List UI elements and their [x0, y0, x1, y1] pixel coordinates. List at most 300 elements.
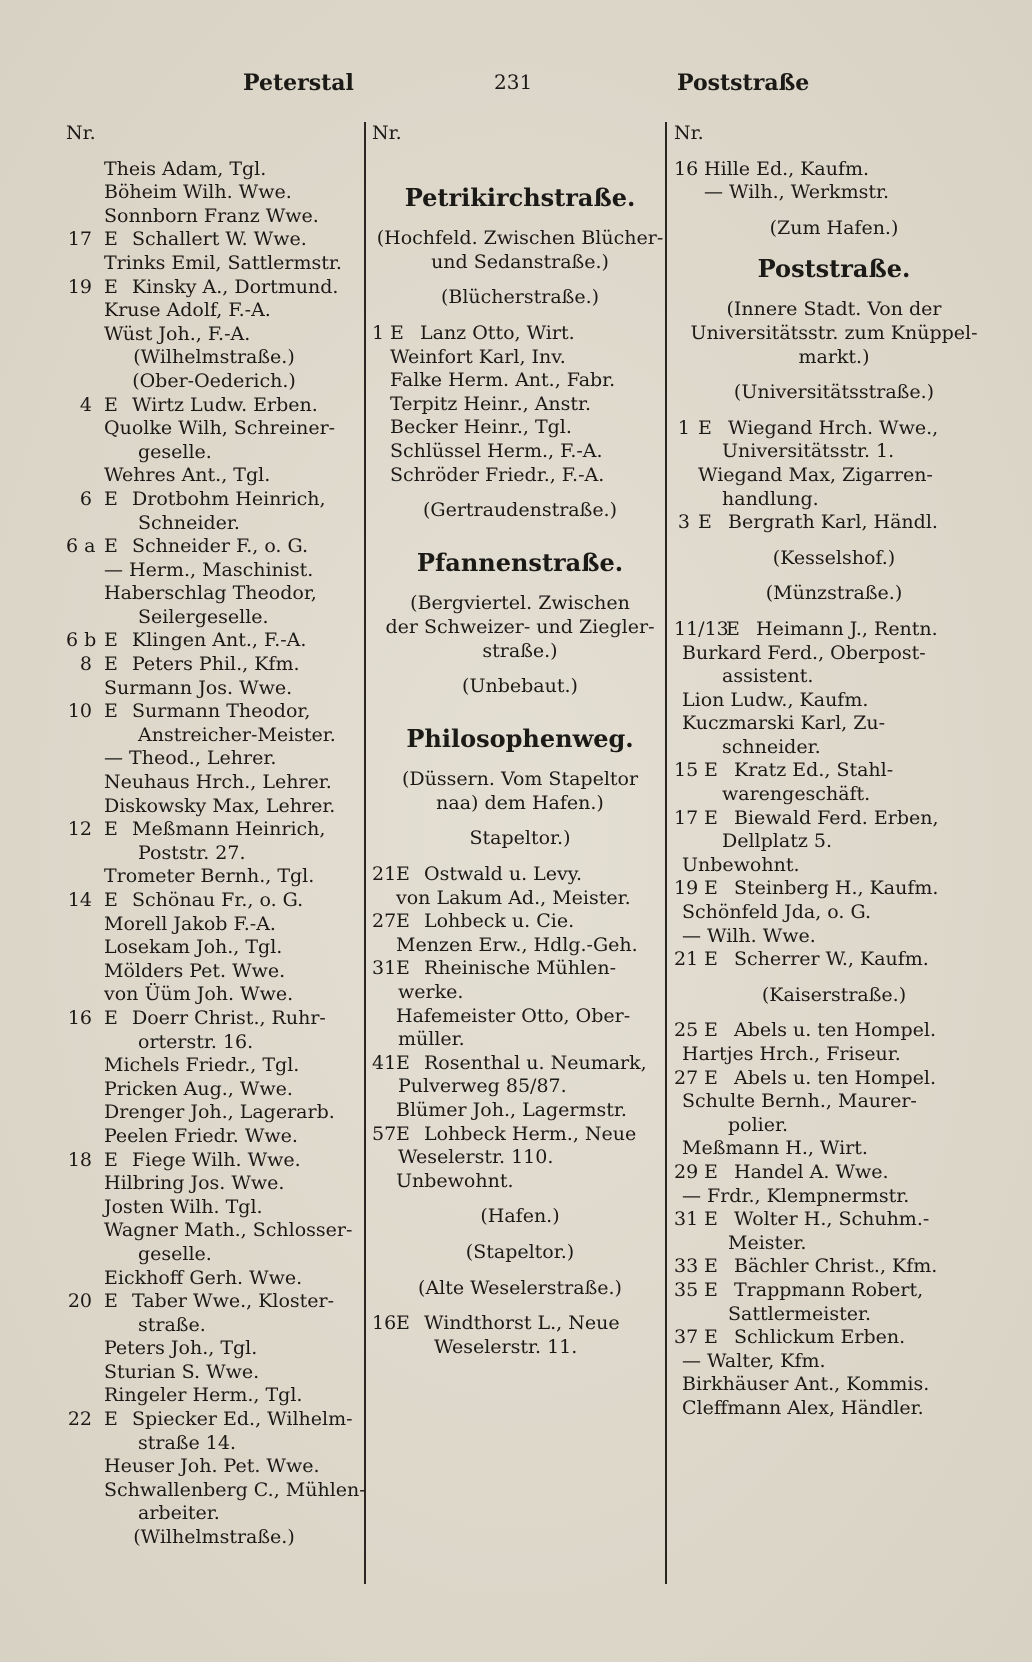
street-title-pfannenstrasse: Pfannenstraße.	[416, 548, 624, 578]
resident-name: — Theod., Lehrer.	[104, 747, 277, 770]
cross-street: (Alte Weselerstraße.)	[418, 1276, 622, 1299]
resident-name: Wagner Math., Schlosser-	[104, 1219, 353, 1242]
directory-entry	[66, 158, 362, 182]
house-number: 6 a	[66, 535, 96, 558]
owner-marker: E	[726, 617, 740, 640]
number-heading: Nr.	[674, 122, 704, 144]
entry-continuation-text: warengeschäft.	[722, 783, 871, 806]
entry-continuation	[372, 981, 668, 1005]
owner-marker: E	[104, 1148, 118, 1171]
directory-entry	[66, 464, 362, 488]
directory-entry	[674, 1350, 994, 1374]
directory-entry	[674, 642, 994, 666]
owner-marker: E	[704, 1019, 718, 1042]
entry-continuation	[66, 724, 362, 748]
cross-street: (Zum Hafen.)	[769, 216, 899, 239]
house-number: 11/13	[674, 617, 729, 640]
directory-entry	[66, 488, 362, 512]
resident-name: Schneider F., o. G.	[132, 535, 309, 558]
entry-continuation-text: Meister.	[728, 1231, 807, 1254]
house-number: 57	[372, 1122, 397, 1145]
resident-name: Sonnborn Franz Wwe.	[104, 204, 319, 227]
owner-marker: E	[104, 535, 118, 558]
owner-marker: E	[704, 1066, 718, 1089]
cross-street: (Kaiserstraße.)	[761, 983, 907, 1006]
entry-continuation	[66, 512, 362, 536]
entry-list	[66, 157, 366, 1550]
directory-entry	[674, 1279, 994, 1303]
resident-name: Unbewohnt.	[682, 853, 800, 876]
resident-name: Heuser Joh. Pet. Wwe.	[104, 1455, 320, 1478]
directory-entry	[674, 1067, 994, 1091]
directory-entry	[372, 957, 668, 981]
entry-continuation	[66, 441, 362, 465]
resident-name: Hartjes Hrch., Friseur.	[682, 1043, 901, 1065]
house-number: 10	[67, 700, 92, 723]
entry-continuation-text: polier.	[728, 1113, 789, 1136]
street-description: und Sedanstraße.)	[431, 250, 609, 273]
resident-name: von Lakum Ad., Meister.	[396, 886, 631, 909]
entry-continuation	[66, 606, 362, 630]
owner-marker: E	[104, 629, 118, 652]
house-number: 17	[67, 228, 92, 251]
resident-name: — Frdr., Klempnermstr.	[682, 1184, 910, 1207]
directory-entry	[674, 1019, 994, 1043]
resident-name: Abels u. ten Hompel.	[734, 1019, 937, 1042]
resident-name: Surmann Theodor,	[132, 700, 311, 723]
entry-continuation-text: orterstr. 16.	[138, 1030, 254, 1053]
column-2	[372, 122, 668, 1359]
cross-street: (Hafen.)	[480, 1205, 560, 1228]
resident-name: Unbewohnt.	[396, 1169, 514, 1192]
street-description: naa) dem Hafen.)	[436, 791, 604, 814]
directory-entry	[674, 925, 994, 949]
house-number: 1	[677, 416, 690, 439]
resident-name: Ostwald u. Levy.	[424, 863, 582, 886]
street-title-philosophenweg: Philosophenweg.	[406, 724, 634, 754]
house-number: 17	[674, 806, 699, 829]
resident-name: Schönau Fr., o. G.	[132, 889, 304, 911]
directory-entry	[66, 936, 362, 960]
owner-marker: E	[396, 1122, 410, 1145]
directory-entry	[674, 181, 994, 205]
cross-street: (Gertraudenstraße.)	[422, 499, 618, 522]
resident-name: Trinks Emil, Sattlermstr.	[104, 251, 342, 274]
resident-name: Heimann J., Rentn.	[756, 617, 938, 640]
header-right-street: Poststraße	[677, 70, 810, 96]
entry-continuation	[372, 1146, 668, 1170]
owner-marker: E	[704, 806, 718, 829]
directory-entry	[372, 1312, 668, 1336]
directory-entry	[66, 417, 362, 441]
house-number: 14	[67, 889, 92, 911]
resident-name: Eickhoff Gerh. Wwe.	[104, 1266, 303, 1289]
directory-entry	[66, 960, 362, 984]
directory-entry	[66, 983, 362, 1007]
directory-entry	[66, 1149, 362, 1173]
resident-name: Mölders Pet. Wwe.	[104, 959, 286, 982]
entry-continuation	[674, 736, 994, 760]
resident-name: — Wilh. Wwe.	[682, 924, 816, 947]
entry-continuation	[66, 1314, 362, 1338]
directory-entry	[66, 700, 362, 724]
resident-name: Abels u. ten Hompel.	[734, 1066, 937, 1089]
resident-name: Blümer Joh., Lagermstr.	[396, 1099, 627, 1121]
entry-list	[372, 1312, 668, 1359]
house-number: 12	[67, 818, 92, 841]
street-description: markt.)	[798, 345, 870, 368]
entry-continuation-text: handlung.	[722, 487, 819, 510]
resident-name: Scherrer W., Kaufm.	[734, 948, 929, 971]
house-number: 19	[67, 275, 92, 298]
directory-entry	[66, 1007, 362, 1031]
owner-marker: E	[104, 228, 118, 251]
resident-name: Drenger Joh., Lagerarb.	[104, 1101, 335, 1124]
resident-name: Biewald Ferd. Erben,	[734, 806, 939, 829]
entry-continuation-text: geselle.	[138, 1242, 212, 1265]
directory-entry	[66, 1101, 362, 1125]
directory-entry	[66, 771, 362, 795]
resident-name: Terpitz Heinr., Anstr.	[390, 392, 592, 415]
directory-entry	[372, 416, 668, 440]
directory-entry	[66, 913, 362, 937]
entry-continuation	[66, 1432, 362, 1456]
column-divider-1	[364, 122, 366, 1584]
street-description: Universitätsstr. zum Knüppel-	[690, 321, 978, 344]
directory-entry	[372, 1123, 668, 1147]
directory-entry	[674, 1043, 994, 1067]
directory-entry	[674, 1326, 994, 1350]
resident-name: von Üüm Joh. Wwe.	[104, 983, 294, 1006]
directory-entry	[66, 1054, 362, 1078]
resident-name: Weinfort Karl, Inv.	[390, 345, 566, 368]
resident-name: Schlüssel Herm., F.-A.	[390, 439, 603, 462]
resident-name: Schönfeld Jda, o. G.	[682, 901, 872, 924]
resident-name: Wiegand Max, Zigarren-	[698, 463, 933, 486]
house-number: 18	[67, 1148, 92, 1171]
entry-continuation-text: Dellplatz 5.	[722, 830, 833, 853]
directory-entry	[674, 948, 994, 972]
resident-name: Schwallenberg C., Mühlen-	[104, 1478, 366, 1501]
resident-name: Rosenthal u. Neumark,	[424, 1051, 647, 1074]
directory-entry	[372, 1099, 668, 1123]
owner-marker: E	[104, 487, 118, 510]
owner-marker: E	[704, 877, 718, 900]
cross-street: (Münzstraße.)	[765, 582, 903, 605]
resident-name: — Herm., Maschinist.	[104, 558, 314, 581]
directory-entry	[66, 1384, 362, 1408]
directory-entry	[674, 712, 994, 736]
resident-name: Bächler Christ., Kfm.	[734, 1255, 938, 1278]
directory-entry	[66, 323, 362, 347]
directory-entry	[66, 653, 362, 677]
resident-name: Haberschlag Theodor,	[104, 582, 317, 605]
house-number: 21	[674, 948, 699, 971]
owner-marker: E	[104, 393, 118, 416]
resident-name: — Wilh., Werkmstr.	[704, 181, 889, 204]
owner-marker: E	[104, 1408, 118, 1431]
directory-entry	[674, 1137, 994, 1161]
directory-entry	[674, 1373, 994, 1397]
resident-name: Böheim Wilh. Wwe.	[104, 181, 292, 204]
entry-continuation-text: Pulverweg 85/87.	[398, 1075, 567, 1098]
resident-name: Kinsky A., Dortmund.	[132, 275, 339, 298]
house-number: 16	[372, 1312, 397, 1335]
resident-name: Trometer Bernh., Tgl.	[104, 865, 315, 888]
entry-continuation-text: müller.	[398, 1028, 465, 1051]
house-number: 16	[67, 1006, 92, 1029]
house-number: 41	[372, 1051, 397, 1074]
resident-name: Windthorst L., Neue	[424, 1312, 620, 1335]
directory-entry	[372, 393, 668, 417]
cross-street: (Wilhelmstraße.)	[133, 346, 295, 369]
resident-name: Spiecker Ed., Wilhelm-	[132, 1408, 353, 1431]
owner-marker: E	[104, 818, 118, 841]
resident-name: Hille Ed., Kaufm.	[704, 157, 870, 180]
house-number: 35	[674, 1278, 699, 1301]
entry-continuation	[372, 1075, 668, 1099]
cross-street: (Blücherstraße.)	[440, 286, 600, 309]
number-heading: Nr.	[372, 122, 402, 144]
resident-name: Burkard Ferd., Oberpost-	[682, 641, 926, 664]
resident-name: Peters Phil., Kfm.	[132, 653, 300, 676]
house-number: 37	[674, 1326, 699, 1349]
running-header	[0, 70, 1032, 100]
entry-continuation	[66, 1031, 362, 1055]
entry-continuation-text: Weselerstr. 110.	[398, 1146, 554, 1169]
directory-entry	[66, 1361, 362, 1385]
entry-list	[674, 618, 994, 972]
street-description: der Schweizer- und Ziegler-	[385, 615, 655, 638]
owner-marker: E	[104, 700, 118, 723]
directory-entry	[674, 1185, 994, 1209]
resident-name: Birkhäuser Ant., Kommis.	[682, 1373, 930, 1396]
resident-name: Peelen Friedr. Wwe.	[104, 1124, 298, 1147]
resident-name: Kratz Ed., Stahl-	[734, 759, 894, 782]
directory-entry	[66, 559, 362, 583]
directory-entry	[674, 877, 994, 901]
directory-entry	[66, 1078, 362, 1102]
resident-name: Cleffmann Alex, Händler.	[682, 1396, 924, 1419]
resident-name: Wolter H., Schuhm.-	[734, 1208, 930, 1231]
street-description: (Düssern. Vom Stapeltor	[401, 768, 639, 791]
resident-name: Meßmann Heinrich,	[132, 818, 326, 841]
house-number: 29	[674, 1160, 699, 1183]
owner-marker: E	[704, 1160, 718, 1183]
street-description: (Bergviertel. Zwischen	[410, 592, 630, 615]
resident-name: Bergrath Karl, Händl.	[728, 511, 938, 534]
owner-marker: E	[704, 1326, 718, 1349]
directory-entry	[674, 158, 994, 182]
cross-street: (Kesselshof.)	[772, 546, 896, 569]
entry-continuation	[372, 1336, 668, 1360]
house-number: 16	[674, 157, 699, 180]
resident-name: Wüst Joh., F.-A.	[104, 322, 251, 345]
cross-street: (Wilhelmstraße.)	[133, 1526, 295, 1549]
directory-entry	[66, 276, 362, 300]
directory-entry	[66, 181, 362, 205]
house-number: 6 b	[66, 629, 97, 652]
directory-entry	[66, 1408, 362, 1432]
directory-entry	[674, 464, 994, 488]
street-title-poststrasse: Poststraße.	[757, 254, 911, 284]
resident-name: Wehres Ant., Tgl.	[104, 464, 271, 487]
entry-continuation-text: Sattlermeister.	[728, 1302, 872, 1325]
entry-continuation	[674, 1303, 994, 1327]
cross-street: Stapeltor.)	[469, 827, 571, 850]
entry-continuation-text: Anstreicher-Meister.	[138, 723, 336, 746]
directory-entry	[674, 1208, 994, 1232]
resident-name: Handel A. Wwe.	[734, 1160, 889, 1183]
directory-entry	[372, 464, 668, 488]
entry-continuation	[66, 842, 362, 866]
house-number: 3	[677, 511, 690, 534]
number-heading: Nr.	[66, 122, 96, 144]
entry-continuation	[66, 1502, 362, 1526]
directory-entry	[674, 854, 994, 878]
directory-entry	[66, 1196, 362, 1220]
directory-entry	[372, 1170, 668, 1194]
directory-entry	[66, 582, 362, 606]
directory-entry	[674, 759, 994, 783]
entry-list	[372, 322, 668, 487]
directory-entry	[372, 1052, 668, 1076]
directory-entry	[66, 394, 362, 418]
entry-continuation	[674, 1114, 994, 1138]
entry-continuation	[674, 830, 994, 854]
directory-entry	[674, 689, 994, 713]
entry-continuation-text: Weselerstr. 11.	[434, 1335, 578, 1358]
resident-name: Josten Wilh. Tgl.	[104, 1195, 263, 1218]
owner-marker: E	[104, 889, 118, 911]
entry-continuation-text: Poststr. 27.	[138, 841, 246, 864]
entry-continuation	[674, 1232, 994, 1256]
resident-name: Kruse Adolf, F.-A.	[104, 299, 271, 322]
directory-entry	[674, 417, 994, 441]
owner-marker: E	[704, 1208, 718, 1231]
entry-continuation	[66, 1243, 362, 1267]
entry-continuation-text: werke.	[398, 981, 464, 1004]
owner-marker: E	[104, 653, 118, 676]
resident-name: Schulte Bernh., Maurer-	[682, 1090, 917, 1113]
entry-continuation	[674, 488, 994, 512]
owner-marker: E	[704, 1255, 718, 1278]
directory-entry	[372, 440, 668, 464]
entry-continuation-text: arbeiter.	[138, 1502, 220, 1525]
entry-continuation-text: Universitätsstr. 1.	[722, 440, 895, 463]
entry-continuation-text: straße.	[138, 1313, 206, 1336]
resident-name: Michels Friedr., Tgl.	[104, 1054, 300, 1077]
resident-name: Schröder Friedr., F.-A.	[390, 463, 605, 486]
house-number: 8	[79, 653, 92, 676]
owner-marker: E	[390, 321, 404, 344]
house-number: 31	[674, 1208, 699, 1231]
house-number: 1	[372, 321, 385, 344]
entry-continuation	[674, 440, 994, 464]
resident-name: Lion Ludw., Kaufm.	[682, 688, 869, 711]
owner-marker: E	[396, 1312, 410, 1335]
directory-entry	[674, 901, 994, 925]
directory-entry	[66, 795, 362, 819]
owner-marker: E	[396, 863, 410, 886]
directory-entry	[674, 618, 994, 642]
page-number: 231	[494, 70, 533, 94]
street-description: straße.)	[482, 639, 558, 662]
entry-continuation-text: Schneider.	[138, 511, 240, 534]
entry-continuation-text: Seilergeselle.	[138, 605, 269, 628]
directory-entry	[66, 1267, 362, 1291]
entry-continuation-text: straße 14.	[138, 1431, 236, 1454]
resident-name: Taber Wwe., Kloster-	[132, 1290, 335, 1313]
directory-entry	[66, 228, 362, 252]
column-3	[674, 122, 994, 1421]
house-number: 25	[674, 1019, 699, 1042]
entry-list	[674, 158, 994, 205]
directory-entry	[372, 369, 668, 393]
house-number: 31	[372, 957, 397, 980]
directory-entry	[66, 299, 362, 323]
cross-street: (Ober-Oederich.)	[132, 369, 296, 392]
directory-entry	[674, 511, 994, 535]
entry-continuation	[674, 665, 994, 689]
directory-entry	[372, 322, 668, 346]
owner-marker: E	[698, 416, 712, 439]
entry-continuation	[372, 1028, 668, 1052]
resident-name: Schallert W. Wwe.	[132, 228, 307, 251]
resident-name: Drotbohm Heinrich,	[132, 487, 326, 510]
house-number: 21	[372, 863, 397, 886]
entry-continuation	[674, 783, 994, 807]
directory-entry	[372, 863, 668, 887]
directory-entry	[372, 887, 668, 911]
directory-entry	[674, 1397, 994, 1421]
resident-name: Steinberg H., Kaufm.	[734, 877, 939, 900]
resident-name: Peters Joh., Tgl.	[104, 1337, 258, 1360]
entry-list	[674, 417, 994, 535]
directory-entry	[674, 1161, 994, 1185]
column-1	[66, 122, 366, 1550]
resident-name: Lohbeck u. Cie.	[424, 910, 575, 933]
resident-name: — Walter, Kfm.	[682, 1349, 826, 1372]
owner-marker: E	[704, 1278, 718, 1301]
directory-entry	[66, 535, 362, 559]
owner-marker: E	[104, 275, 118, 298]
directory-entry	[66, 252, 362, 276]
house-number: 22	[67, 1408, 92, 1431]
resident-name: Hafemeister Otto, Ober-	[396, 1004, 631, 1027]
directory-entry	[674, 1090, 994, 1114]
house-number: 19	[674, 877, 699, 900]
house-number: 4	[79, 393, 92, 416]
directory-entry	[674, 807, 994, 831]
resident-name: Lohbeck Herm., Neue	[424, 1122, 637, 1145]
resident-name: Trappmann Robert,	[734, 1278, 924, 1301]
house-number: 20	[67, 1290, 92, 1313]
header-left-street: Peterstal	[243, 70, 354, 96]
directory-entry	[674, 1255, 994, 1279]
resident-name: Losekam Joh., Tgl.	[104, 936, 283, 959]
resident-name: Diskowsky Max, Lehrer.	[104, 794, 336, 817]
resident-name: Klingen Ant., F.-A.	[132, 629, 307, 652]
resident-name: Hilbring Jos. Wwe.	[104, 1172, 285, 1195]
street-title-petrikirchstrasse: Petrikirchstraße.	[404, 183, 636, 213]
resident-name: Falke Herm. Ant., Fabr.	[390, 369, 616, 392]
cross-street: (Universitätsstraße.)	[733, 381, 935, 404]
cross-street: (Unbebaut.)	[462, 675, 578, 698]
directory-entry	[372, 934, 668, 958]
resident-name: Morell Jakob F.-A.	[104, 912, 276, 935]
directory-entry	[66, 629, 362, 653]
